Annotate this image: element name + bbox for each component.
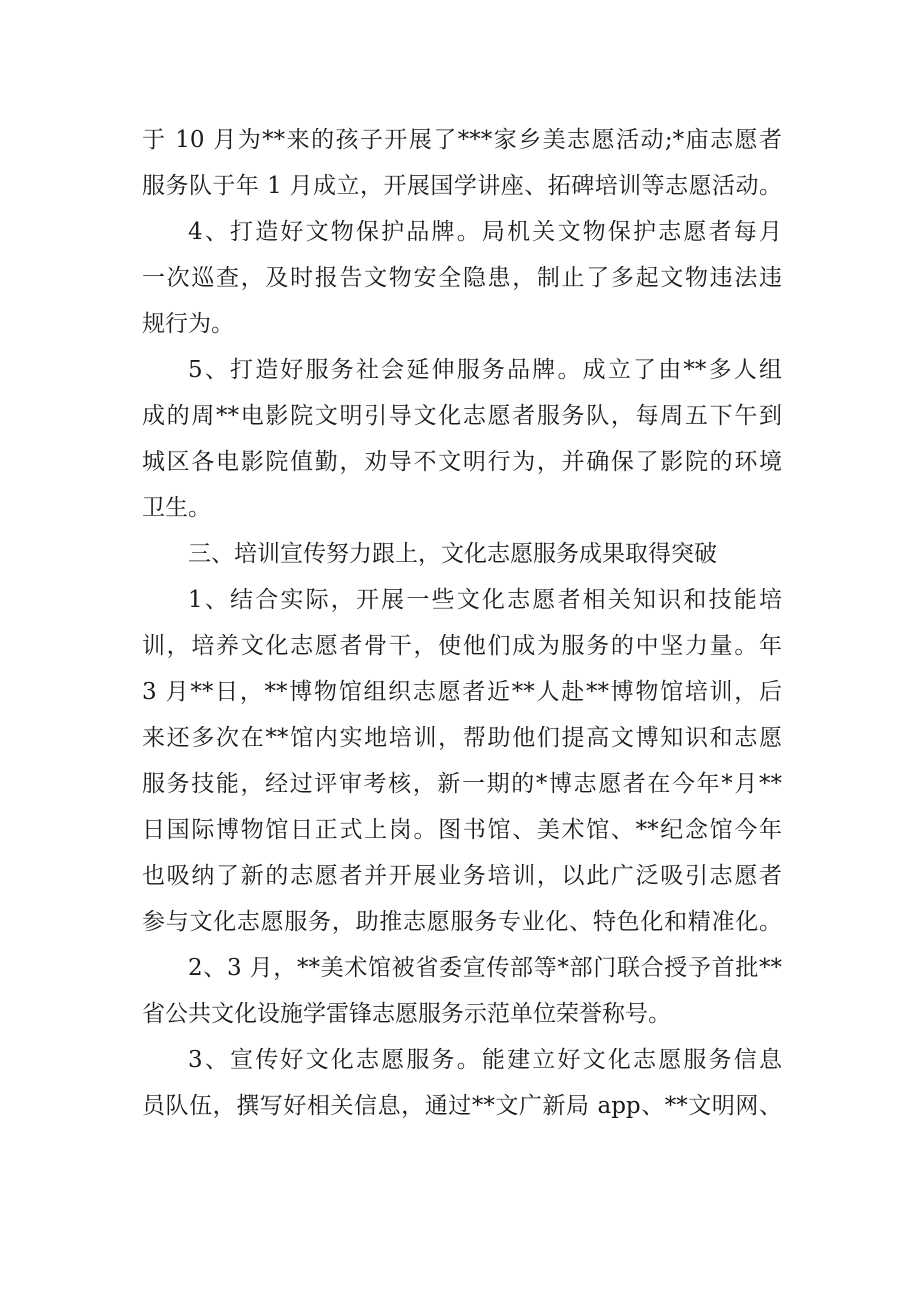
paragraph xyxy=(142,209,782,347)
text-line: 于 10 月为**来的孩子开展了***家乡美志愿活动;*庙志愿者 xyxy=(142,127,782,153)
text-line: 成的周**电影院文明引导文化志愿者服务队，每周五下午到 xyxy=(142,403,782,429)
text-line: 三、培训宣传努力跟上，文化志愿服务成果取得突破 xyxy=(188,541,717,567)
text-line: 3、宣传好文化志愿服务。能建立好文化志愿服务信息 xyxy=(188,1047,782,1073)
text-line: 员队伍，撰写好相关信息，通过**文广新局 app、**文明网、 xyxy=(142,1093,782,1119)
text-line: 训，培养文化志愿者骨干，使他们成为服务的中坚力量。年 xyxy=(142,633,782,659)
text-line: 服务技能，经过评审考核，新一期的*博志愿者在今年*月** xyxy=(142,771,782,797)
text-line: 4、打造好文物保护品牌。局机关文物保护志愿者每月 xyxy=(188,219,782,245)
paragraph xyxy=(142,117,782,209)
text-line: 日国际博物馆日正式上岗。图书馆、美术馆、**纪念馆今年 xyxy=(142,817,782,843)
text-line: 卫生。 xyxy=(142,495,211,521)
document-body xyxy=(142,117,782,1129)
text-line: 省公共文化设施学雷锋志愿服务示范单位荣誉称号。 xyxy=(142,1001,671,1027)
text-line: 规行为。 xyxy=(142,311,234,337)
paragraph xyxy=(142,347,782,531)
section-heading xyxy=(142,531,782,577)
paragraph xyxy=(142,945,782,1037)
text-line: 2、3 月，**美术馆被省委宣传部等*部门联合授予首批** xyxy=(188,955,782,981)
text-line: 5、打造好服务社会延伸服务品牌。成立了由**多人组 xyxy=(188,357,782,383)
paragraph xyxy=(142,577,782,945)
text-line: 1、结合实际，开展一些文化志愿者相关知识和技能培 xyxy=(188,587,782,613)
text-line: 3 月**日，**博物馆组织志愿者近**人赴**博物馆培训，后 xyxy=(142,679,782,705)
text-line: 服务队于年 1 月成立，开展国学讲座、拓碑培训等志愿活动。 xyxy=(142,173,782,199)
text-line: 一次巡查，及时报告文物安全隐患，制止了多起文物违法违 xyxy=(142,265,782,291)
text-line: 也吸纳了新的志愿者并开展业务培训，以此广泛吸引志愿者 xyxy=(142,863,782,889)
text-line: 参与文化志愿服务，助推志愿服务专业化、特色化和精准化。 xyxy=(142,909,782,935)
text-line: 来还多次在**馆内实地培训，帮助他们提高文博知识和志愿 xyxy=(142,725,782,751)
text-line: 城区各电影院值勤，劝导不文明行为，并确保了影院的环境 xyxy=(142,449,782,475)
paragraph xyxy=(142,1037,782,1129)
